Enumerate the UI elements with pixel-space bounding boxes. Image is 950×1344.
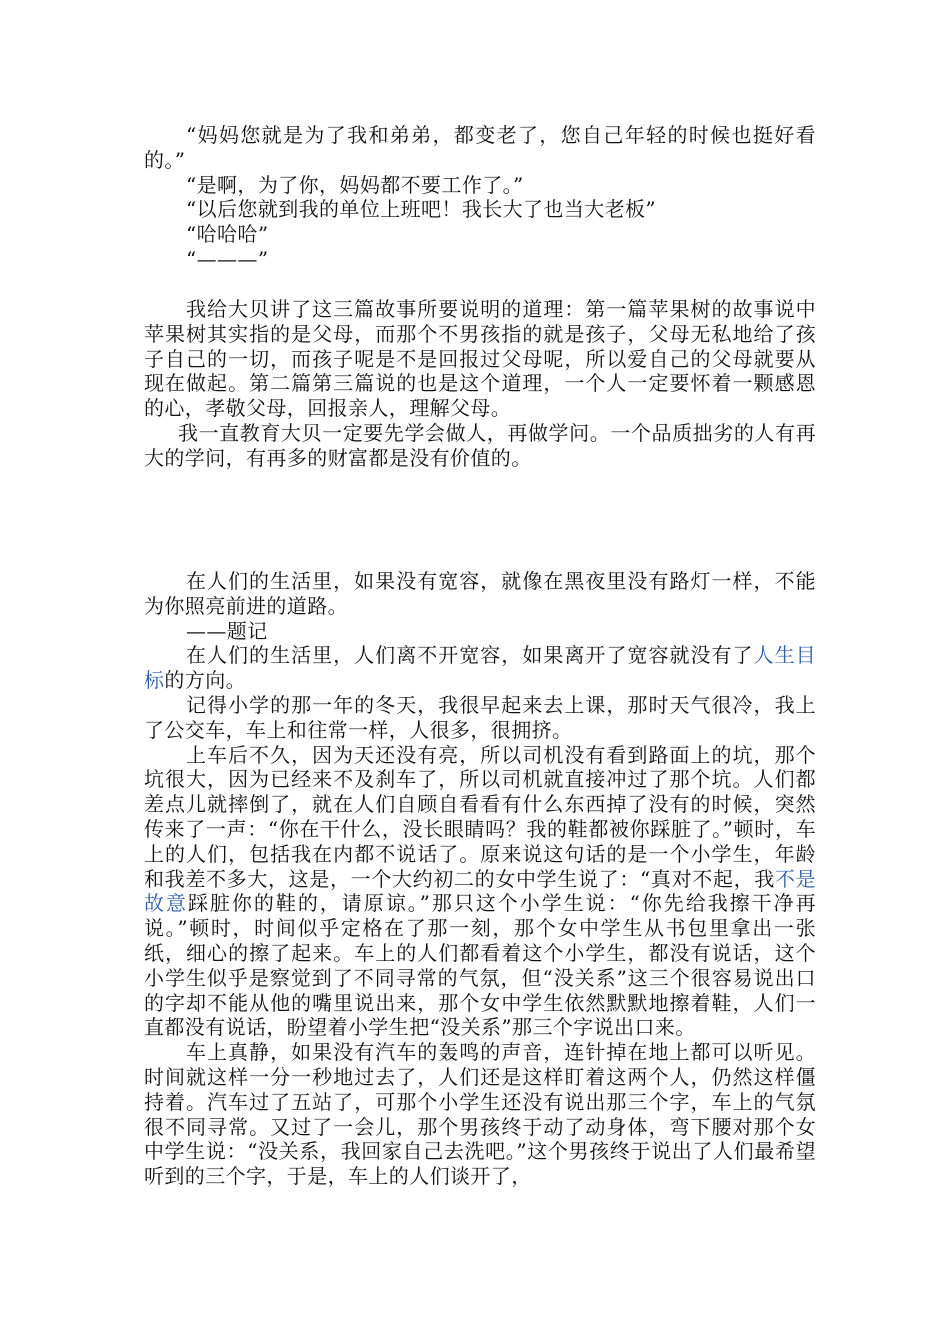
summary-section — [144, 297, 816, 471]
intro-paragraph — [144, 643, 816, 693]
dialogue-line: “是啊，为了你，妈妈都不要工作了。” — [186, 172, 524, 197]
not-on-purpose-link[interactable]: 不是故意 — [144, 866, 816, 916]
dialogue-line: “哈哈哈” — [186, 222, 269, 247]
intro-text: 在人们的生活里，人们离不开宽容，如果离开了宽容就没有了 — [186, 643, 754, 668]
dialogue-line: “妈妈您就是为了我和弟弟，都变老了，您自己年轻的时候也挺好看的。” — [144, 123, 816, 172]
summary-paragraph: 我一直教育大贝一定要先学会做人，再做学问。一个品质拙劣的人有再大的学问，有再多的财富都是没有价值的。 — [144, 420, 816, 470]
life-goal-link[interactable]: 人生目标 — [144, 643, 816, 693]
dialogue-section — [144, 123, 816, 272]
essay-section — [144, 569, 816, 1189]
summary-paragraph: 我给大贝讲了这三篇故事所要说明的道理：第一篇苹果树的故事说中苹果树其实指的是父母，而那个不男孩指的就是孩子，父母无私地给了孩子自己的一切，而孩子呢是不是回报过父母呢，所以爱自己的父母就要从现在做起。第二篇第三篇说的也是这个道理，一个人一定要怀着一颗感恩的心，孝敬父母，回报亲人，理解父母。 — [144, 297, 816, 421]
incident-text: 上车后不久，因为天还没有亮，所以司机没有看到路面上的坑，那个坑很大，因为已经来不及刹车了，所以司机就直接冲过了那个坑。人们都差点儿就摔倒了，就在人们自顾自看看有什么东西掉了没有的时候，突然传来了一声：“你在干什么，没长眼睛吗？我的鞋都被你踩脏了。”顿时，车上的人们，包括我在内都不说话了。原来说这句话的是一个小学生，年龄和我差不多大，这是，一个大约初二的女中学生说了：“真对不起，我 — [144, 742, 816, 891]
intro-text: 的方向。 — [164, 668, 247, 693]
epigraph: 在人们的生活里，如果没有宽容，就像在黑夜里没有路灯一样，不能为你照亮前进的道路。 — [144, 569, 816, 618]
dialogue-line: “以后您就到我的单位上班吧！我长大了也当大老板” — [186, 197, 657, 222]
dialogue-line: “———” — [186, 246, 269, 271]
silence-paragraph: 车上真静，如果没有汽车的轰鸣的声音，连针掉在地上都可以听见。时间就这样一分一秒地过去了，人们还是这样盯着这两个人，仍然这样僵持着。汽车过了五站了，可那个小学生还没有说出那三个字，车上的气氛很不同寻常。又过了一会儿，那个男孩终于动了动身体，弯下腰对那个女中学生说：“没关系，我回家自己去洗吧。”这个男孩终于说出了人们最希望听到的三个字，于是，车上的人们谈开了， — [144, 1040, 816, 1189]
memory-paragraph: 记得小学的那一年的冬天，我很早起来去上课，那时天气很冷，我上了公交车，车上和往常一样，人很多，很拥挤。 — [144, 692, 816, 742]
incident-text: 踩脏你的鞋的，请原谅。”那只这个小学生说：“你先给我擦干净再说。”顿时，时间似乎定格在了那一刻，那个女中学生从书包里拿出一张纸，细心的擦了起来。车上的人们都看着这个小学生，都没有说话，这个小学生似乎是察觉到了不同寻常的气氛，但“没关系”这三个很容易说出口的字却不能从他的嘴里说出来，那个女中学生依然默默地擦着鞋，人们一直都没有说话，盼望着小学生把“没关系”那三个字说出口来。 — [144, 891, 816, 1040]
epigraph-attribution: ——题记 — [186, 618, 268, 643]
incident-paragraph — [144, 743, 816, 1041]
